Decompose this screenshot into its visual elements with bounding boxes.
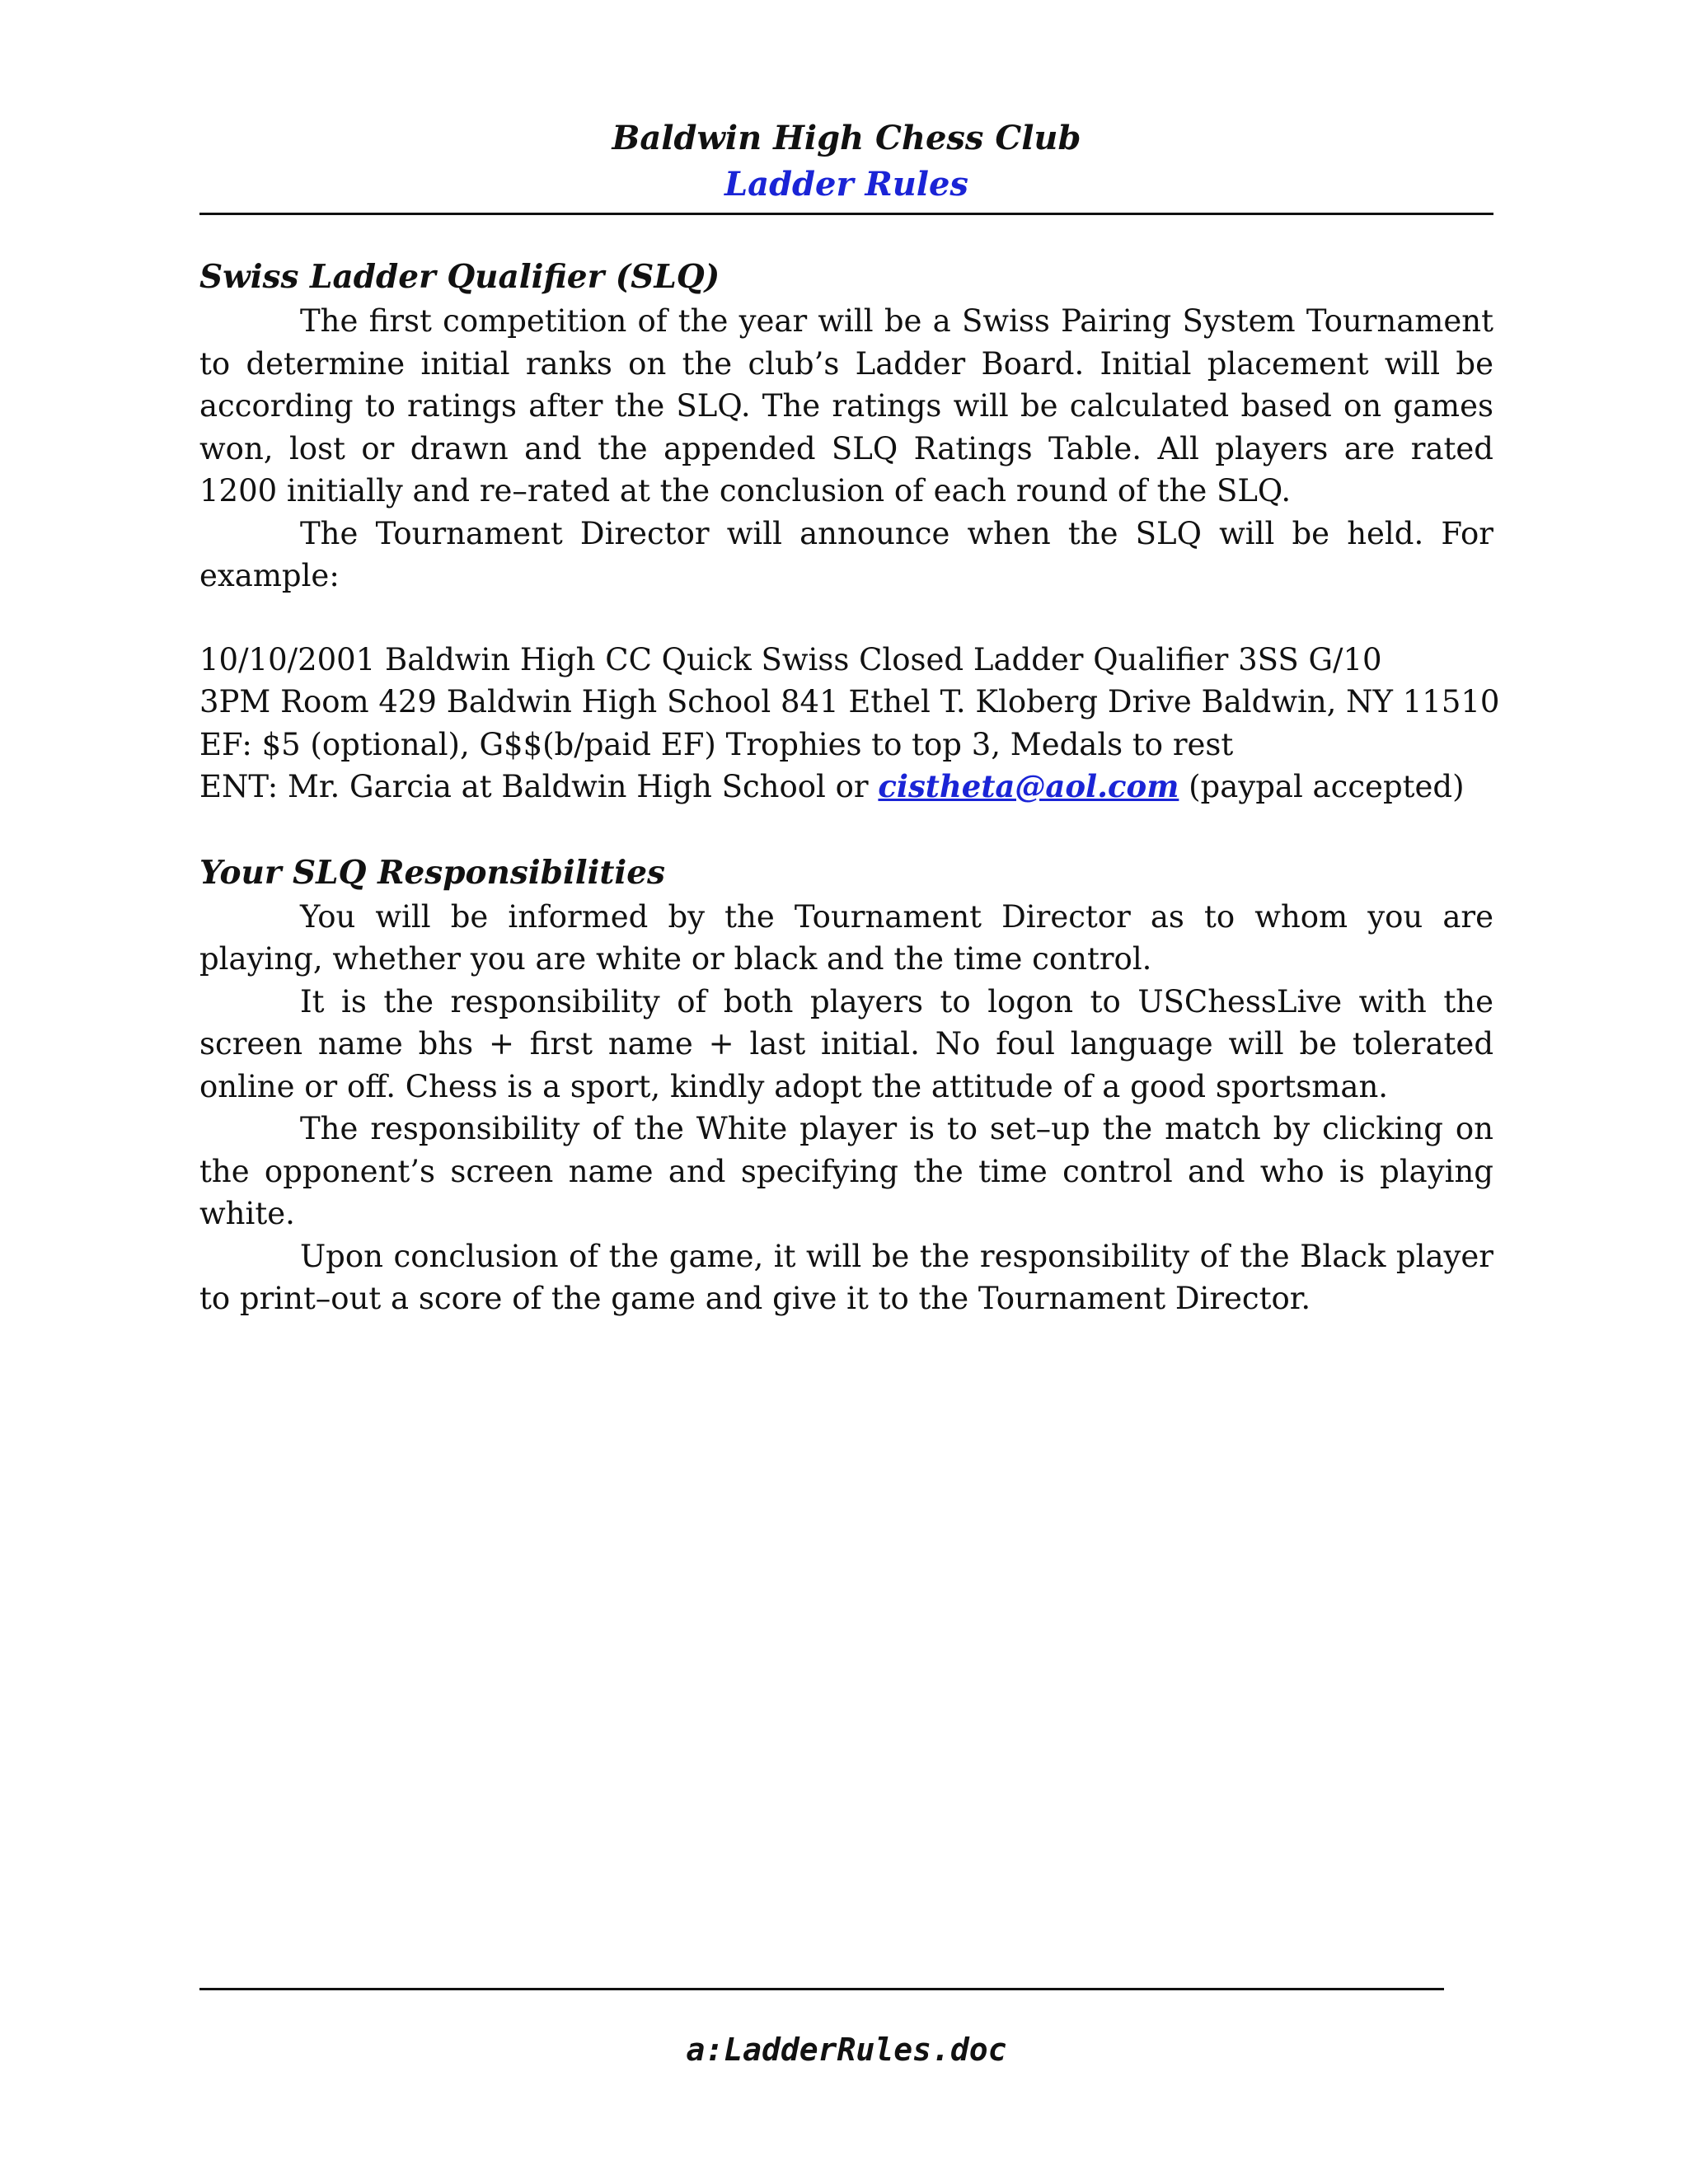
paragraph-informed: You will be informed by the Tournament Director as to whom you are playing, whether you are white or black and the time control. (199, 898, 1493, 977)
document-title: Ladder Rules (724, 165, 968, 204)
event-line-fees: EF: $5 (optional), G$$(b/paid EF) Trophies to top 3, Medals to rest (199, 726, 1234, 762)
event-line-date: 10/10/2001 Baldwin High CC Quick Swiss Closed Ladder Qualifier 3SS G/10 (199, 641, 1382, 677)
document-body (199, 254, 1500, 1320)
footer-divider (199, 1988, 1444, 1990)
entry-prefix: ENT: Mr. Garcia at Baldwin High School or (199, 769, 879, 804)
paragraph-black-player: Upon conclusion of the game, it will be the responsibility of the Black player to print–out a score of the game and give it to the Tournament Director. (199, 1238, 1493, 1316)
entry-suffix: (paypal accepted) (1179, 769, 1465, 804)
spacer (199, 808, 1493, 850)
footer-filename: a:LadderRules.doc (686, 2032, 1007, 2068)
paragraph-slq-intro: The first competition of the year will be a Swiss Pairing System Tournament to determine initial ranks on the club’s Ladder Board. Initial placement will be according to ratings after the SLQ. The ratings will be calculated based on games won, lost or drawn and the appended SLQ Ratings Table. All players are rated 1200 initially and re–rated at the conclusion of each round of the SLQ. (199, 303, 1493, 509)
event-listing (199, 639, 1500, 808)
section-title-slq: Swiss Ladder Qualifier (SLQ) (199, 258, 720, 296)
event-line-location: 3PM Room 429 Baldwin High School 841 Ethel T. Kloberg Drive Baldwin, NY 11510 (199, 684, 1500, 719)
club-title: Baldwin High Chess Club (612, 119, 1081, 157)
paragraph-slq-announce: The Tournament Director will announce when the SLQ will be held. For example: (199, 515, 1493, 593)
spacer (199, 598, 1493, 639)
paragraph-logon: It is the responsibility of both players to logon to USChessLive with the screen name bhs + first name + last initial. No foul language will be tolerated online or off. Chess is a sport, kindly adopt the attitude of a good sportsman. (199, 983, 1493, 1104)
email-link[interactable]: cistheta@aol.com (878, 768, 1179, 804)
document-header (199, 115, 1493, 208)
event-line-entry (199, 766, 1493, 808)
section-title-responsibilities: Your SLQ Responsibilities (199, 853, 665, 892)
header-divider (199, 213, 1493, 215)
paragraph-white-player: The responsibility of the White player is to set–up the match by clicking on the opponent’s screen name and specifying the time control and who is playing white. (199, 1111, 1493, 1231)
